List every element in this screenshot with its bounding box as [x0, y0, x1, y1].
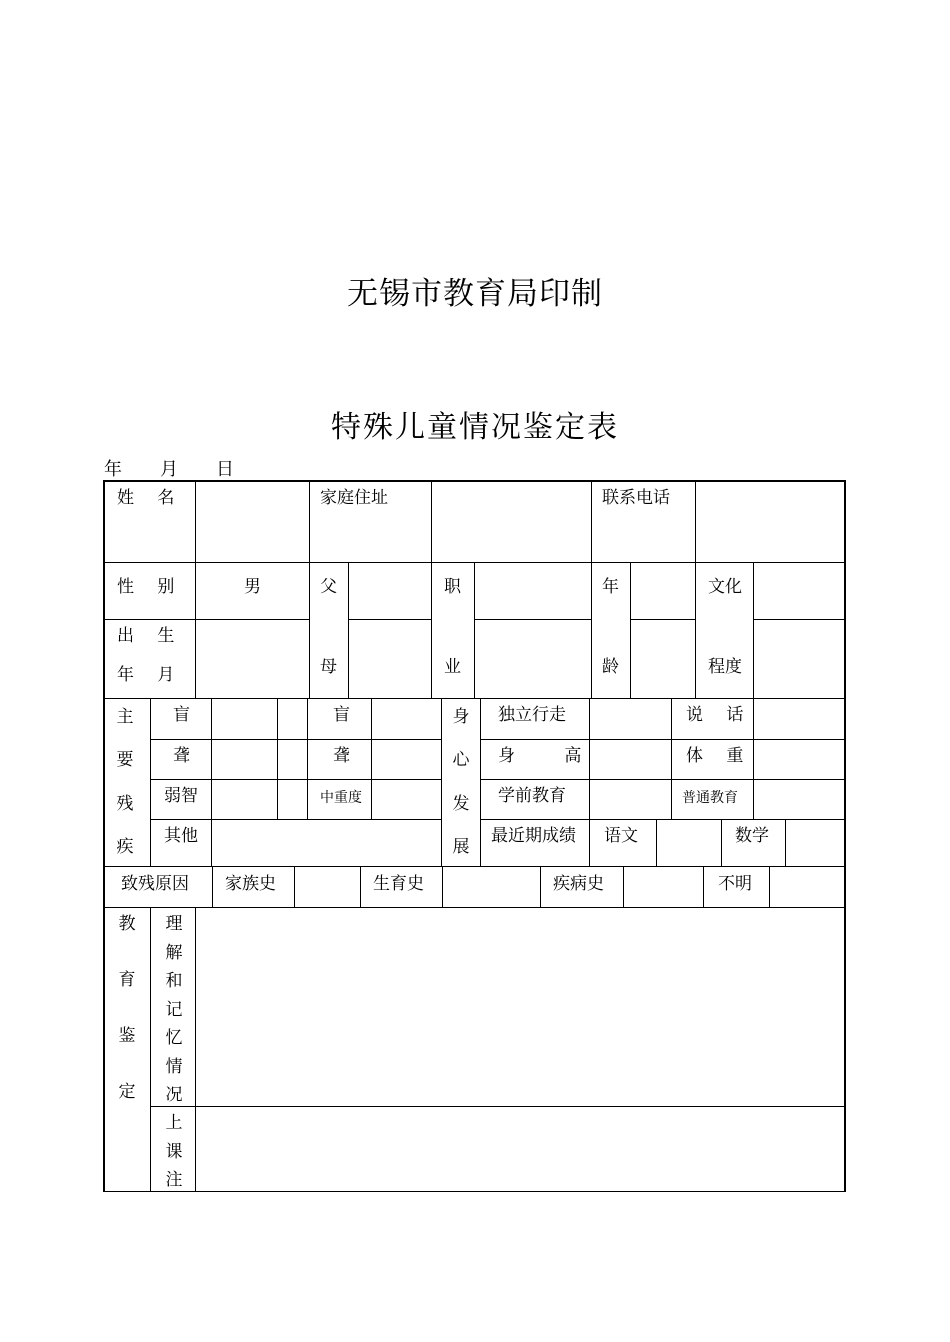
birth-history-label: 生育史 — [373, 874, 424, 894]
other-label: 其他 — [164, 826, 198, 846]
edu-label-top: 文化 — [708, 577, 742, 597]
recent-scores-label: 最近期成绩 — [491, 826, 576, 846]
development-group-char: 展 — [452, 836, 470, 857]
birth-history-field[interactable] — [442, 866, 541, 908]
understanding-char: 情 — [165, 1056, 183, 1077]
weight-label: 体 重 — [686, 746, 744, 766]
understanding-char: 和 — [165, 971, 183, 991]
blind2-field[interactable] — [371, 698, 442, 740]
walk-field[interactable] — [589, 698, 672, 740]
disability-group-char: 残 — [116, 793, 134, 814]
assessment-form — [103, 480, 846, 1192]
form-title: 特殊儿童情况鉴定表 — [331, 410, 619, 445]
birth-field[interactable] — [195, 619, 310, 699]
unknown-label: 不明 — [718, 874, 752, 894]
regular-label: 普通教育 — [682, 790, 738, 806]
disability-group-char: 疾 — [116, 836, 134, 857]
math-field[interactable] — [785, 819, 845, 867]
deaf-field[interactable] — [211, 739, 278, 780]
job-label-bottom: 业 — [444, 657, 461, 677]
development-group-char: 心 — [452, 750, 470, 771]
math-label: 数学 — [735, 826, 769, 846]
gender-label: 性 别 — [117, 577, 175, 597]
class-notes-field[interactable] — [195, 1106, 845, 1192]
weight-field[interactable] — [753, 739, 845, 780]
blind-field[interactable] — [211, 698, 278, 740]
cell-education-group — [104, 907, 151, 1192]
deaf-label: 聋 — [173, 746, 190, 766]
age-label-top: 年 — [602, 577, 619, 597]
father-label: 父 — [320, 577, 337, 597]
cell-phone-label — [591, 481, 696, 563]
chinese-label: 语文 — [604, 826, 638, 846]
cell-edu-label — [695, 562, 754, 699]
date-month-label: 月 — [160, 459, 178, 480]
cell-blind2-label — [307, 698, 372, 740]
cell-gender-label — [104, 562, 196, 620]
understanding-char: 理 — [165, 914, 183, 934]
cell-parent-label — [309, 562, 349, 699]
edu-label-bottom: 程度 — [708, 657, 742, 677]
development-group-label — [449, 707, 473, 857]
education-group-label — [115, 914, 139, 1102]
severity-label: 中重度 — [320, 790, 362, 806]
development-group-char: 身 — [452, 707, 470, 727]
cell-class-notes-label — [150, 1106, 196, 1192]
cell-regular-label — [671, 779, 754, 820]
intellectual-label: 弱智 — [164, 786, 198, 806]
education-group-char: 教 — [118, 914, 136, 934]
blind-check[interactable] — [277, 698, 308, 740]
education-group-char: 鉴 — [118, 1026, 136, 1046]
mother-label: 母 — [320, 657, 337, 677]
phone-label: 联系电话 — [602, 488, 670, 508]
father-age-field[interactable] — [630, 562, 696, 620]
publisher-heading: 无锡市教育局印制 — [347, 276, 603, 312]
date-day-label: 日 — [216, 459, 234, 480]
cell-job-label — [431, 562, 475, 699]
cell-unknown-label — [703, 866, 770, 908]
understanding-field[interactable] — [195, 907, 845, 1107]
regular-field[interactable] — [753, 779, 845, 820]
cell-understanding-label — [150, 907, 196, 1107]
gender-field[interactable] — [195, 562, 310, 620]
understanding-char: 况 — [165, 1085, 183, 1105]
father-job-field[interactable] — [474, 562, 592, 620]
blind-label: 盲 — [173, 705, 190, 725]
other-field[interactable] — [211, 819, 442, 867]
cell-weight-label — [671, 739, 754, 780]
cell-cause-label — [104, 866, 213, 908]
cell-deaf2-label — [307, 739, 372, 780]
cell-name-label — [104, 481, 196, 563]
blind2-label: 盲 — [333, 705, 350, 725]
cell-age-label — [591, 562, 631, 699]
cell-other-label — [150, 819, 212, 867]
understanding-char: 记 — [165, 999, 183, 1020]
education-group-char: 育 — [118, 970, 136, 990]
job-label-top: 职 — [444, 577, 461, 597]
understanding-char: 忆 — [165, 1028, 183, 1048]
family-history-field[interactable] — [294, 866, 361, 908]
unknown-field[interactable] — [769, 866, 845, 908]
cell-birth-history-label — [360, 866, 443, 908]
intellectual-check[interactable] — [277, 779, 308, 820]
father-field[interactable] — [348, 562, 432, 620]
disability-group-char: 要 — [116, 750, 134, 771]
cell-severity-label — [307, 779, 372, 820]
phone-field[interactable] — [695, 481, 845, 563]
speak-field[interactable] — [753, 698, 845, 740]
height-label: 身 高 — [498, 746, 582, 766]
height-field[interactable] — [589, 739, 672, 780]
class-notes-char: 上 — [165, 1113, 183, 1133]
family-history-label: 家族史 — [225, 874, 276, 894]
severity-field[interactable] — [371, 779, 442, 820]
cell-family-label — [212, 866, 295, 908]
cell-disability-group — [104, 698, 151, 867]
address-label: 家庭住址 — [320, 488, 388, 508]
disability-group-char: 主 — [116, 707, 134, 727]
address-field[interactable] — [431, 481, 592, 563]
disease-history-label: 疾病史 — [553, 874, 604, 894]
birth-label-line1: 出 生 — [117, 626, 175, 646]
cell-preschool-label — [480, 779, 590, 820]
cell-deaf-label — [150, 739, 212, 780]
class-notes-label — [162, 1109, 186, 1195]
cell-birth-label — [104, 619, 196, 699]
date-line — [104, 455, 234, 481]
cell-blind-label — [150, 698, 212, 740]
mother-age-field[interactable] — [630, 619, 696, 699]
cause-label: 致残原因 — [121, 874, 189, 894]
development-group-char: 发 — [452, 793, 470, 814]
deaf2-label: 聋 — [333, 746, 350, 766]
understanding-char: 解 — [165, 942, 183, 963]
mother-field[interactable] — [348, 619, 432, 699]
name-field[interactable] — [195, 481, 310, 563]
walk-label: 独立行走 — [498, 705, 566, 725]
disability-group-label — [113, 707, 137, 857]
cell-address-label — [309, 481, 432, 563]
understanding-label — [162, 910, 186, 1110]
class-notes-char: 课 — [165, 1141, 183, 1162]
birth-label-line2: 年 月 — [117, 665, 175, 685]
gender-value: 男 — [244, 577, 261, 597]
father-edu-field[interactable] — [753, 562, 845, 620]
cell-math-label — [721, 819, 786, 867]
education-group-char: 定 — [118, 1082, 136, 1102]
cell-intellectual-label — [150, 779, 212, 820]
cell-development-group — [441, 698, 481, 867]
deaf-check[interactable] — [277, 739, 308, 780]
speak-label: 说 话 — [686, 705, 744, 725]
cell-recent-scores-label — [480, 819, 590, 867]
class-notes-char: 注 — [165, 1170, 183, 1190]
cell-walk-label — [480, 698, 590, 740]
date-year-label: 年 — [104, 459, 122, 480]
cell-disease-label — [540, 866, 624, 908]
mother-edu-field[interactable] — [753, 619, 845, 699]
mother-job-field[interactable] — [474, 619, 592, 699]
name-label: 姓 名 — [117, 488, 175, 508]
age-label-bottom: 龄 — [602, 657, 619, 677]
intellectual-field[interactable] — [211, 779, 278, 820]
preschool-field[interactable] — [589, 779, 672, 820]
preschool-label: 学前教育 — [498, 786, 566, 806]
cell-height-label — [480, 739, 590, 780]
deaf2-field[interactable] — [371, 739, 442, 780]
disease-history-field[interactable] — [623, 866, 704, 908]
cell-speak-label — [671, 698, 754, 740]
cell-chinese-label — [589, 819, 657, 867]
chinese-field[interactable] — [656, 819, 722, 867]
